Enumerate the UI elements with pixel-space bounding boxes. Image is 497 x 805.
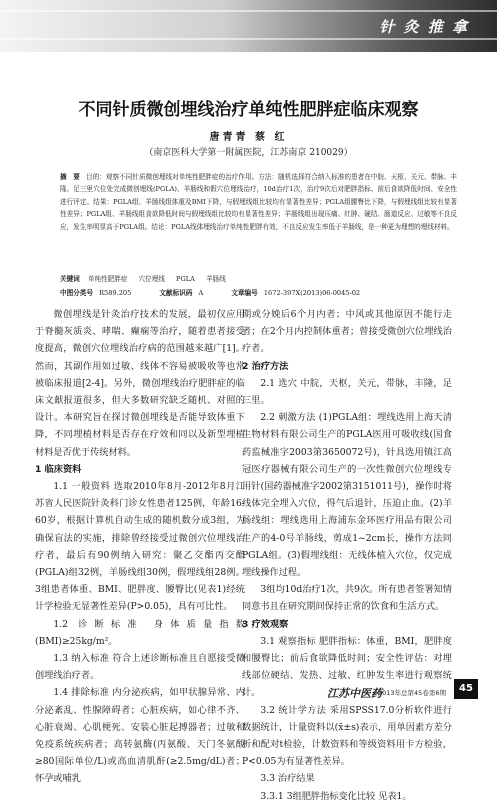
clc-value: R589.205 (99, 289, 132, 297)
article-id-label: 文章编号 (231, 289, 258, 297)
section-heading: 1 临床资料 (35, 463, 82, 475)
header-stripe (0, 38, 497, 40)
keywords (60, 274, 457, 284)
keyword: 羊肠线 (206, 275, 226, 283)
abstract (60, 171, 457, 233)
intro-paragraph: 微创埋线是针灸治疗技术的发展，最初仅应用于脊髓灰质炎、哮喘、癫痫等治疗，随着患者接受度提高，微创穴位埋线治疗病的范围越来越广[1]。然而，其副作用如过敏、线体不容易被吸收等也常被临床报道[2-4]。另外，微创埋线治疗肥胖症的临床文献报道很多，但大多数研究缺乏随机、对照的设计。本研究旨在探讨微创埋线是否能导致体重下降，不同埋植材料是否存在疗效和同以及新型埋植材料是否优于传统材料。 (35, 309, 245, 458)
subsection-results: 3.3 治疗结果 (260, 773, 315, 785)
subsection-inclusion: 1.3 纳入标准 符合上述诊断标准且自愿接受微创埋线治疗者。 (35, 653, 245, 682)
section-heading: 3 疗效观察 (242, 618, 289, 630)
abstract-text: 目的：观察不同针质微创埋线对单纯性肥胖症的治疗作用。方法：随机选择符合纳入标准的患者在中脘、天枢、关元、带脉、丰隆、足三里穴位处完成微创埋线(PGLA)、羊肠线和假穴位埋线治疗，10d治疗1次，治疗9次后对肥胖指标、前后食欲降低时间、安全性进行评定。结果：PGLA组、羊肠线组体重及BMI下降，与假埋线组比较均有显著性差异；PGLA组腰臀比下降，与假埋线组比较有显著性差异；PGLA组、羊肠线组食欲降低时间与假埋线组比较均有显著性差异；羊肠线组出现压痛、红肿、硬结、肠道反应、过敏等不良反应，发生率明显高于PGLA组。结论：PGLA线体埋线治疗单纯性肥胖有效，不良反应发生率低于羊肠线，是一种更为理想的埋线材料。 (60, 173, 458, 231)
doc-code-label: 文献标识码 (159, 289, 193, 297)
classification-line (60, 288, 457, 298)
keyword: 穴位埋线 (138, 275, 165, 283)
subsection-stimulation: 2.2 刺激方法 (1)PGLA组：埋线选用上海天清生物材料有限公司生产的PGLA医用可吸收线(国食药监械准字2003第3650072号)，针具选用镇江高冠医疗器械有限公司生产的一次性微创穴位埋线专用针(国药器械准字2002第3151011号)，操作时将线体完全埋入穴位，得气后退针，压迫止血。(2)羊肠线组：埋线选用上海浦东金环医疗用品有限公司生产的4-0号羊肠线，剪成1~2cm长，操作方法同PGLA组。(3)假埋线组：无线体植入穴位，仅完成埋线操作过程。 (242, 412, 452, 579)
subsection-diagnosis: 1.2 诊断标准 身体质量指数(BMI)≥25kg/m²。 (35, 618, 245, 647)
header-stripe (0, 10, 497, 12)
header-band (0, 0, 497, 52)
continued-paragraph: 期或分娩后6个月内者；中风或其他原因不能行走者；在2个月内控制体重者；曾接受微创穴位埋线治疗者。 (242, 309, 452, 355)
page-number: 45 (454, 679, 478, 699)
subsection-statistics: 3.2 统计学方法 采用SPSS17.0分析软件进行数据统计，计量资料以(x̄±s)表示，用单因素方差分析和配对t检验，计数资料和等级资料用卡方检验，P<0.05为有显著性差异。 (242, 704, 452, 768)
treatment-course-paragraph: 3组均10d治疗1次，共9次。所有患者签署知情同意书且在研究期间保持正常的饮食和生活方式。 (242, 584, 452, 613)
article-id-value: 1672-397X(2013)06-0045-02 (263, 289, 361, 297)
subsection-acupoints: 2.1 选穴 中脘，天枢，关元，带脉，丰隆，足三里。 (242, 377, 452, 407)
subsection-exclusion: 1.4 排除标准 内分泌疾病，如甲状腺异常、内分泌紊乱、性腺障碍者；心脏疾病，如心律不齐、心脏衰竭、心肌梗死、安装心脏起搏器者；过敏和免疫系统疾病者；高转氨酶(丙氨酸、天门冬氨酸≥80国际单位/L)或高血清肌酐(≥2.5mg/dL)者；怀孕或哺乳 (35, 687, 245, 785)
doc-code-value: A (198, 289, 204, 297)
right-column (242, 306, 452, 805)
subsection-general-info: 1.1 一般资料 选取2010年8月-2012年8月江苏省人民医院针灸科门诊女性患者125例，年龄16-60岁，根据计算机自动生成的随机数分成3组，为确保盲法的实施，排除曾经接受过微创穴位埋线治疗者，最后有90例纳入研究：聚乙交酯丙交酯(PGLA)组32例，羊肠线组30例，假埋线组28例。3组患者体重、BMI、肥胖度、腰臀比(见表1)经统计学检验无显著性差异(P>0.05)，具有可比性。 (35, 481, 245, 613)
clc-label: 中图分类号 (60, 289, 93, 297)
subsection-indicators: 3.1 观察指标 肥胖指标：体重，BMI，肥胖度和腰臀比；前后食欲降低时间；安全性评估：对埋线部位硬结、发热、过敏、红肿发生率进行观察统计。 (242, 635, 452, 699)
keyword: PGLA (176, 275, 195, 283)
section-title: 针 灸 推 拿 (379, 18, 469, 36)
keywords-label: 关键词 (60, 275, 80, 283)
subsection-results-obesity: 3.3.1 3组肥胖指标变化比较 见表1。 (260, 790, 412, 802)
journal-issue: 2013年总第45卷第6期 (378, 689, 446, 697)
keyword: 单纯性肥胖症 (87, 275, 128, 283)
section-heading: 2 治疗方法 (242, 360, 289, 372)
article-authors: 唐青青 蔡 红 (209, 132, 288, 143)
journal-logo: 江苏中医药 (327, 687, 382, 700)
left-column (35, 306, 245, 788)
abstract-label: 摘 要 (60, 173, 80, 181)
article-affiliation: （南京医科大学第一附属医院，江苏南京 210029） (144, 148, 353, 158)
article-title: 不同针质微创埋线治疗单纯性肥胖症临床观察 (78, 100, 419, 120)
